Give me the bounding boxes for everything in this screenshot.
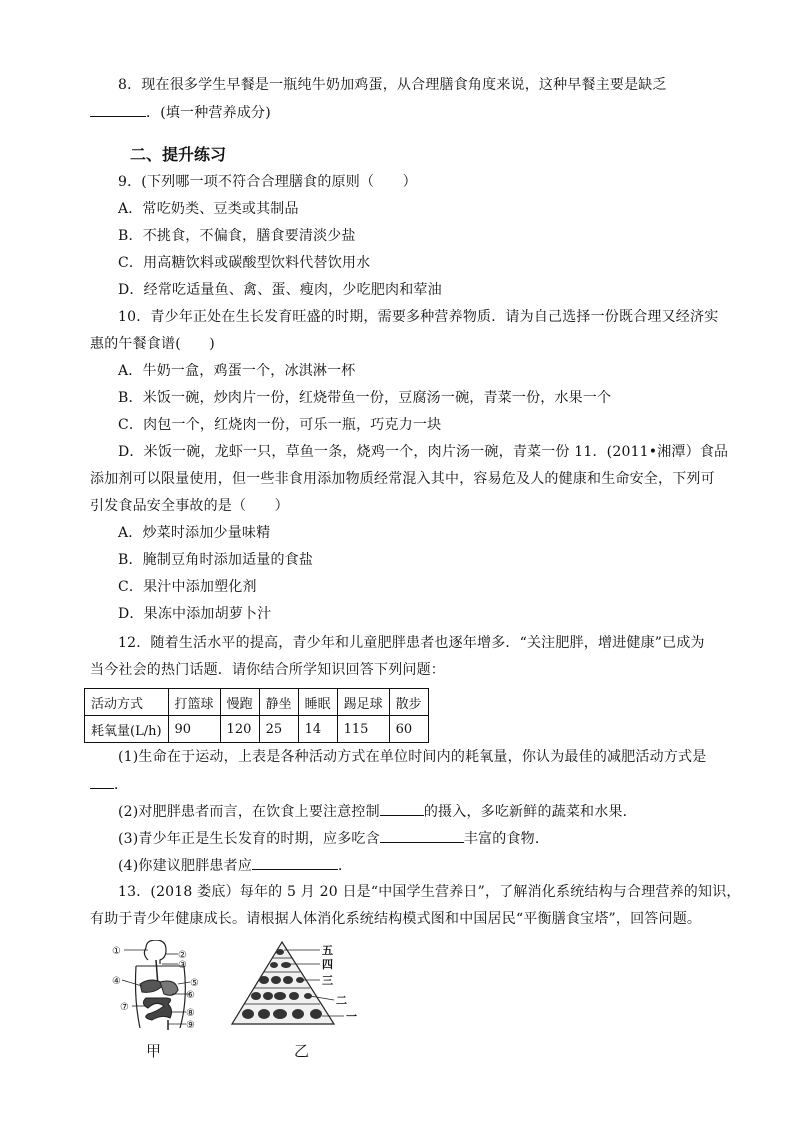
q10-option-c: C．肉包一个，红烧肉一份，可乐一瓶，巧克力一块 bbox=[118, 417, 442, 433]
table-cell: 耗氧量(L/h) bbox=[85, 716, 169, 743]
q8-line2-suffix: ．(填一种营养成分) bbox=[146, 105, 271, 121]
table-cell: 90 bbox=[168, 716, 220, 743]
q10-line1: 10．青少年正处在生长发育旺盛的时期，需要多种营养物质．请为自己选择一份既合理又经济实 bbox=[118, 309, 719, 325]
q8-line1: 8．现在很多学生早餐是一瓶纯牛奶加鸡蛋，从合理膳食角度来说，这种早餐主要是缺乏 bbox=[118, 77, 667, 93]
diagram-label: ⑦ bbox=[120, 1002, 129, 1013]
q12-sub3-prefix: (3)青少年正是生长发育的时期，应多吃含 bbox=[118, 831, 380, 847]
diagram-label: ⑤ bbox=[190, 978, 199, 989]
q12-line1: 12．随着生活水平的提高，青少年和儿童肥胖患者也逐年增多．“关注肥胖，增进健康”已成为 bbox=[118, 635, 705, 651]
table-row bbox=[85, 716, 429, 743]
q10-option-b: B．米饭一碗，炒肉片一份，红烧带鱼一份，豆腐汤一碗，青菜一份，水果一个 bbox=[118, 390, 612, 406]
table-cell: 25 bbox=[259, 716, 298, 743]
q8-answer-blank[interactable] bbox=[90, 102, 146, 117]
table-header-row bbox=[85, 689, 429, 716]
q11-option-a: A．炒菜时添加少量味精 bbox=[118, 525, 271, 541]
diet-pagoda-diagram bbox=[222, 938, 372, 1028]
figure-caption-yi: 乙 bbox=[294, 1042, 310, 1060]
diagram-label: ② bbox=[178, 950, 187, 961]
q10-line2: 惠的午餐食谱( ) bbox=[90, 336, 215, 352]
q12-sub1-line2 bbox=[90, 774, 128, 795]
table-header-cell: 静坐 bbox=[259, 689, 298, 716]
pagoda-level-label: 五 bbox=[322, 944, 333, 957]
q13-line1: 13．(2018 娄底）每年的 5 月 20 日是“中国学生营养日”，了解消化系统结构与合理营养的知识， bbox=[118, 884, 741, 900]
q12-line2: 当今社会的热门话题．请你结合所学知识回答下列问题： bbox=[90, 662, 445, 678]
table-cell: 115 bbox=[337, 716, 389, 743]
q12-sub4-suffix: ． bbox=[338, 858, 353, 874]
q9-option-b: B．不挑食，不偏食，膳食要清淡少盐 bbox=[118, 228, 356, 244]
diagram-label: ⑨ bbox=[186, 1020, 195, 1031]
q12-sub2-prefix: (2)对肥胖患者而言，在饮食上要注意控制 bbox=[118, 804, 380, 820]
q12-sub3-suffix: 丰富的食物． bbox=[463, 831, 550, 847]
q12-sub1-line1: (1)生命在于运动，上表是各种活动方式在单位时间内的耗氧量，你认为最佳的减肥活动方式是 bbox=[118, 749, 707, 765]
q12-sub2-suffix: 的摄入，多吃新鲜的蔬菜和水果． bbox=[423, 804, 637, 820]
diagram-label: ④ bbox=[112, 976, 121, 987]
q11-option-c: C．果汁中添加塑化剂 bbox=[118, 579, 257, 595]
diagram-label: ⑥ bbox=[186, 990, 195, 1001]
q12-sub4 bbox=[118, 855, 352, 876]
table-header-cell: 慢跑 bbox=[220, 689, 259, 716]
q9-option-d: D．经常吃适量鱼、禽、蛋、瘦肉，少吃肥肉和荤油 bbox=[118, 282, 442, 298]
diagram-label: ⑧ bbox=[186, 1008, 195, 1019]
q8-line2 bbox=[90, 102, 271, 123]
table-header-cell: 散步 bbox=[389, 689, 428, 716]
q9-stem: 9．(下列哪一项不符合合理膳食的原则（ ） bbox=[118, 174, 417, 190]
diagram-label: ③ bbox=[178, 960, 187, 971]
table-cell: 120 bbox=[220, 716, 259, 743]
q11-line1: 添加剂可以限量使用，但一些非食用添加物质经常混入其中，容易危及人的健康和生命安全，下列可 bbox=[90, 471, 715, 487]
pagoda-level-label: 二 bbox=[336, 994, 347, 1007]
figure-caption-jia: 甲 bbox=[146, 1042, 162, 1060]
table-cell: 14 bbox=[298, 716, 337, 743]
q12-sub3-blank[interactable] bbox=[380, 828, 464, 843]
pagoda-level-label: 一 bbox=[346, 1010, 357, 1023]
q11-option-b: B．腌制豆角时添加适量的食盐 bbox=[118, 552, 314, 568]
table-cell: 60 bbox=[389, 716, 428, 743]
q9-option-c: C．用高糖饮料或碳酸型饮料代替饮用水 bbox=[118, 255, 371, 271]
q12-sub2-blank[interactable] bbox=[380, 801, 424, 816]
table-header-cell: 活动方式 bbox=[85, 689, 169, 716]
q12-sub4-prefix: (4)你建议肥胖患者应 bbox=[118, 858, 253, 874]
q12-sub4-blank[interactable] bbox=[252, 855, 338, 870]
table-header-cell: 打篮球 bbox=[168, 689, 220, 716]
table-header-cell: 睡眠 bbox=[298, 689, 337, 716]
q12-sub1-suffix: ． bbox=[114, 777, 129, 793]
oxygen-consumption-table bbox=[84, 688, 429, 743]
q13-line2: 有助于青少年健康成长。请根据人体消化系统结构模式图和中国居民“平衡膳食宝塔”，回答问题。 bbox=[90, 911, 702, 927]
digestive-system-diagram bbox=[112, 940, 212, 1032]
section-heading: 二、提升练习 bbox=[130, 145, 227, 164]
diagram-label: ① bbox=[112, 946, 121, 957]
q12-sub1-blank[interactable] bbox=[90, 774, 114, 789]
q10-option-a: A．牛奶一盒，鸡蛋一个，冰淇淋一杯 bbox=[118, 363, 356, 379]
table-header-cell: 踢足球 bbox=[337, 689, 389, 716]
q12-sub2 bbox=[118, 801, 637, 822]
q11-option-d: D．果冻中添加胡萝卜汁 bbox=[118, 606, 272, 622]
q10-option-d: D．米饭一碗，龙虾一只，草鱼一条，烧鸡一个，肉片汤一碗，青菜一份 11．(2011•湘潭）食品 bbox=[118, 444, 729, 460]
pagoda-level-label: 四 bbox=[322, 958, 333, 971]
pagoda-level-label: 三 bbox=[322, 974, 333, 987]
q9-option-a: A．常吃奶类、豆类或其制品 bbox=[118, 201, 299, 217]
q11-line2: 引发食品安全事故的是（ ） bbox=[90, 498, 289, 514]
q12-sub3 bbox=[118, 828, 549, 849]
